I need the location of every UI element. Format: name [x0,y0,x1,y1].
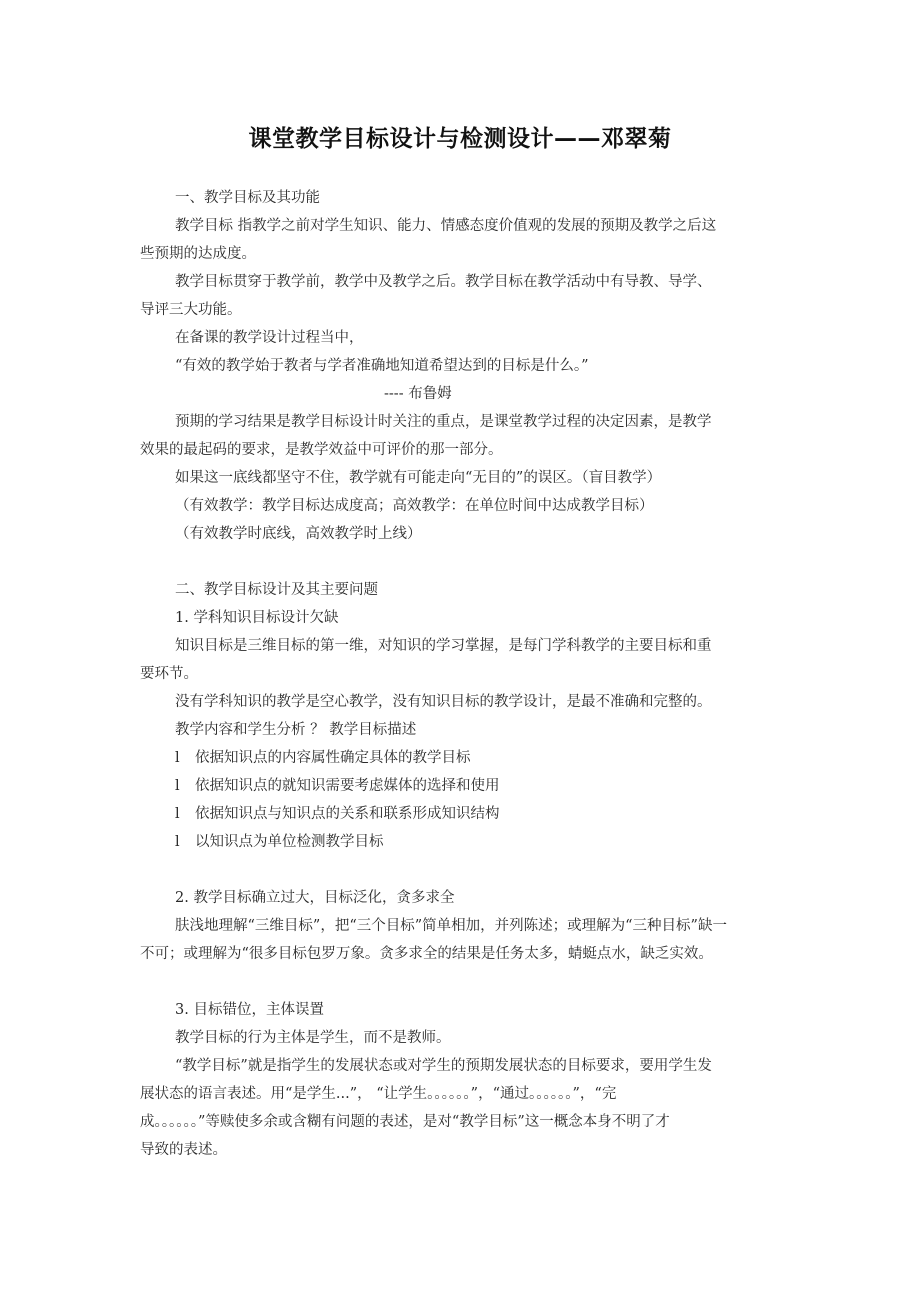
list-item-text: 依据知识点与知识点的关系和联系形成知识结构 [195,806,500,822]
bullet-marker: l [175,750,180,766]
list-item-text: 依据知识点的内容属性确定具体的教学目标 [195,750,471,766]
paragraph-line: 要环节。 [140,666,198,682]
subheading-2: 2. 教学目标确立过大，目标泛化，贪多求全 [175,890,455,906]
paragraph-line: 成。。。。。。”等赎使多余或含糊有问题的表述，是对“教学目标”这一概念本身不明了才 [140,1114,670,1130]
subheading-1: 1. 学科知识目标设计欠缺 [175,610,339,626]
paragraph-line: 导致的表述。 [140,1142,227,1158]
quote-line: “有效的教学始于教者与学者准确地知道希望达到的目标是什么。” [175,358,589,374]
list-item-text: 以知识点为单位检测教学目标 [195,834,384,850]
paragraph-line: 些预期的达成度。 [140,246,256,262]
paragraph-line: 效果的最起码的要求，是教学效益中可评价的那一部分。 [140,442,503,458]
bullet-marker: l [175,778,180,794]
paragraph-line: 肤浅地理解“三维目标”，把“三个目标”简单相加，并列陈述；或理解为“三种目标”缺一 [175,918,727,934]
paragraph-line: 展状态的语言表述。用“是学生...”， “让学生。。。。。。”，“通过。。。。。。”，“完 [140,1086,617,1102]
paragraph-line: 在备课的教学设计过程当中， [175,330,364,346]
list-item-text: 依据知识点的就知识需要考虑媒体的选择和使用 [195,778,500,794]
quote-attribution: ---- 布鲁姆 [384,386,452,402]
paragraph-line: 预期的学习结果是教学目标设计时关注的重点，是课堂教学过程的决定因素，是教学 [175,414,712,430]
bullet-marker: l [175,806,180,822]
list-item [175,772,500,800]
paragraph-line: （有效教学：教学目标达成度高；高效教学：在单位时间中达成教学目标） [175,498,654,514]
paragraph-line: “教学目标”就是指学生的发展状态或对学生的预期发展状态的目标要求，要用学生发 [175,1058,712,1074]
paragraph-line: 如果这一底线都坚守不住，教学就有可能走向“无目的”的误区。（盲目教学） [175,470,662,486]
paragraph-line: 不可；或理解为“很多目标包罗万象。贪多求全的结果是任务太多，蜻蜓点水，缺乏实效。 [140,946,713,962]
subheading-3: 3. 目标错位，主体误置 [175,1002,324,1018]
list-item [175,744,471,772]
paragraph-line: 教学目标 指教学之前对学生知识、能力、情感态度价值观的发展的预期及教学之后这 [175,218,717,234]
list-item [175,828,384,856]
section-heading-2: 二、教学目标设计及其主要问题 [175,582,378,598]
list-item [175,800,500,828]
paragraph-line: 教学目标的行为主体是学生，而不是教师。 [175,1030,451,1046]
paragraph-line: （有效教学时底线，高效教学时上线） [175,526,422,542]
section-heading-1: 一、教学目标及其功能 [175,190,320,206]
document-title: 课堂教学目标设计与检测设计——邓翠菊 [248,126,672,152]
paragraph-line: 知识目标是三维目标的第一维，对知识的学习掌握，是每门学科教学的主要目标和重 [175,638,712,654]
paragraph-line: 教学内容和学生分析 ？ 教学目标描述 [175,722,417,738]
bullet-marker: l [175,834,180,850]
paragraph-line: 没有学科知识的教学是空心教学，没有知识目标的教学设计，是最不准确和完整的。 [175,694,712,710]
paragraph-line: 导评三大功能。 [140,302,242,318]
paragraph-line: 教学目标贯穿于教学前，教学中及教学之后。教学目标在教学活动中有导教、导学、 [175,274,712,290]
